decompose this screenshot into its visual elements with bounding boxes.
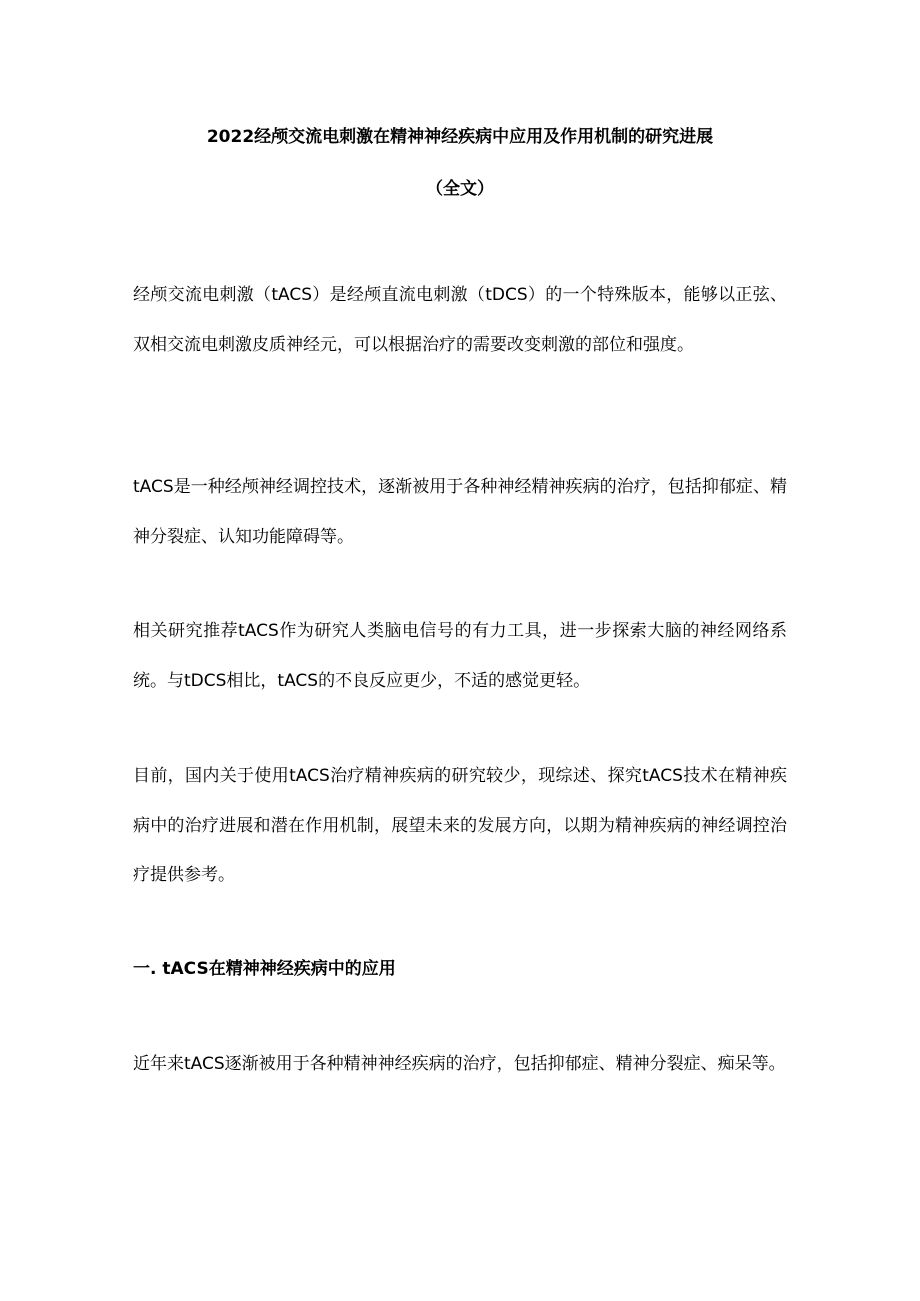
paragraph-intro: 经颅交流电刺激（tACS）是经颅直流电刺激（tDCS）的一个特殊版本，能够以正弦、双相交流电刺激皮质神经元，可以根据治疗的需要改变刺激的部位和强度。 [133, 285, 787, 355]
section-paragraph: 近年来tACS逐渐被用于各种精神神经疾病的治疗，包括抑郁症、精神分裂症、痴呆等。 [133, 1054, 786, 1074]
paragraph-research: 相关研究推荐tACS作为研究人类脑电信号的有力工具，进一步探索大脑的神经网络系统。与tDCS相比，tACS的不良反应更少，不适的感觉更轻。 [133, 621, 787, 691]
section-heading: 一. tACS在精神神经疾病中的应用 [133, 959, 396, 979]
paragraph-purpose: 目前，国内关于使用tACS治疗精神疾病的研究较少，现综述、探究tACS技术在精神疾病中的治疗进展和潜在作用机制，展望未来的发展方向，以期为精神疾病的神经调控治疗提供参考。 [133, 766, 787, 885]
paragraph-technique: tACS是一种经颅神经调控技术，逐渐被用于各种神经精神疾病的治疗，包括抑郁症、精神分裂症、认知功能障碍等。 [133, 477, 787, 547]
document-subtitle: （全文） [426, 179, 494, 199]
document-title: 2022经颅交流电刺激在精神神经疾病中应用及作用机制的研究进展 [206, 127, 714, 147]
